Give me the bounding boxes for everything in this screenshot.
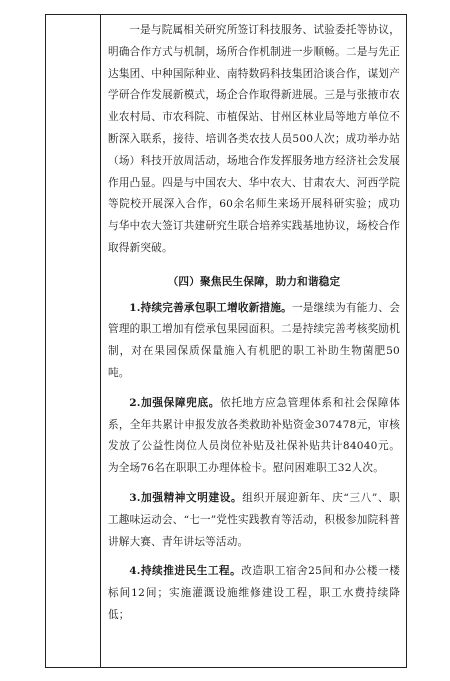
item-1-title: 1.持续完善承包职工增收新措施。 xyxy=(129,301,292,314)
item-4-body: 改造职工宿舍25间和办公楼一楼标间12间；实施灌溉设施维修建设工程，职工水费持续降低； xyxy=(108,565,401,621)
section-heading: （四）聚焦民生保障，助力和谐稳定 xyxy=(167,275,341,288)
left-label-column xyxy=(45,14,101,668)
item-1-body: 一是继续为有能力、会管理的职工增加有偿承包果园面积。二是持续完善考核奖励机制，对在果园保质保量施入有机肥的职工补助生物菌肥50吨。 xyxy=(108,301,401,379)
item-3-title: 3.加强精神文明建设。 xyxy=(129,491,243,504)
document-body xyxy=(108,20,400,627)
item-1 xyxy=(108,298,400,385)
item-2-title: 2.加强保障兜底。 xyxy=(129,396,221,409)
item-3-body: 组织开展迎新年、庆“三八”、职工趣味运动会、“七一”党性实践教育等活动，积极参加院科普讲解大赛、青年讲坛等活动。 xyxy=(108,491,400,548)
item-3 xyxy=(108,488,400,553)
item-4-title: 4.持续推进民生工程。 xyxy=(129,565,242,578)
paragraph-cooperation: 一是与院属相关研究所签订科技服务、试验委托等协议，明确合作方式与机制，场所合作机制进一步顺畅。二是与先正达集团、中种国际种业、南特数码科技集团洽谈合作，谋划产学研合作发展新模式，场企合作取得新进展。三是与张掖市农业农村局、市农科院、市植保站、甘州区林业局等地方单位不断深入联系，接待、培训各类农技人员500人次；成功举办站（场）科技开放周活动，场地合作发挥服务地方经济社会发展作用凸显。四是与中国农大、华中农大、甘肃农大、河西学院等院校开展深入合作，60余名师生来场开展科研实验；成功与华中农大签订共建研究生联合培养实践基地协议，场校合作取得新突破。 xyxy=(108,24,400,254)
item-2 xyxy=(108,393,400,480)
item-2-body: 依托地方应急管理体系和社会保障体系，全年共累计申报发放各类救助补贴资金307478元，审核发放了公益性岗位人员岗位补贴及社保补贴共计84040元。为全场76名在职职工办理体检卡。慰问困难职工32人次。 xyxy=(108,396,400,475)
item-4 xyxy=(108,561,400,626)
